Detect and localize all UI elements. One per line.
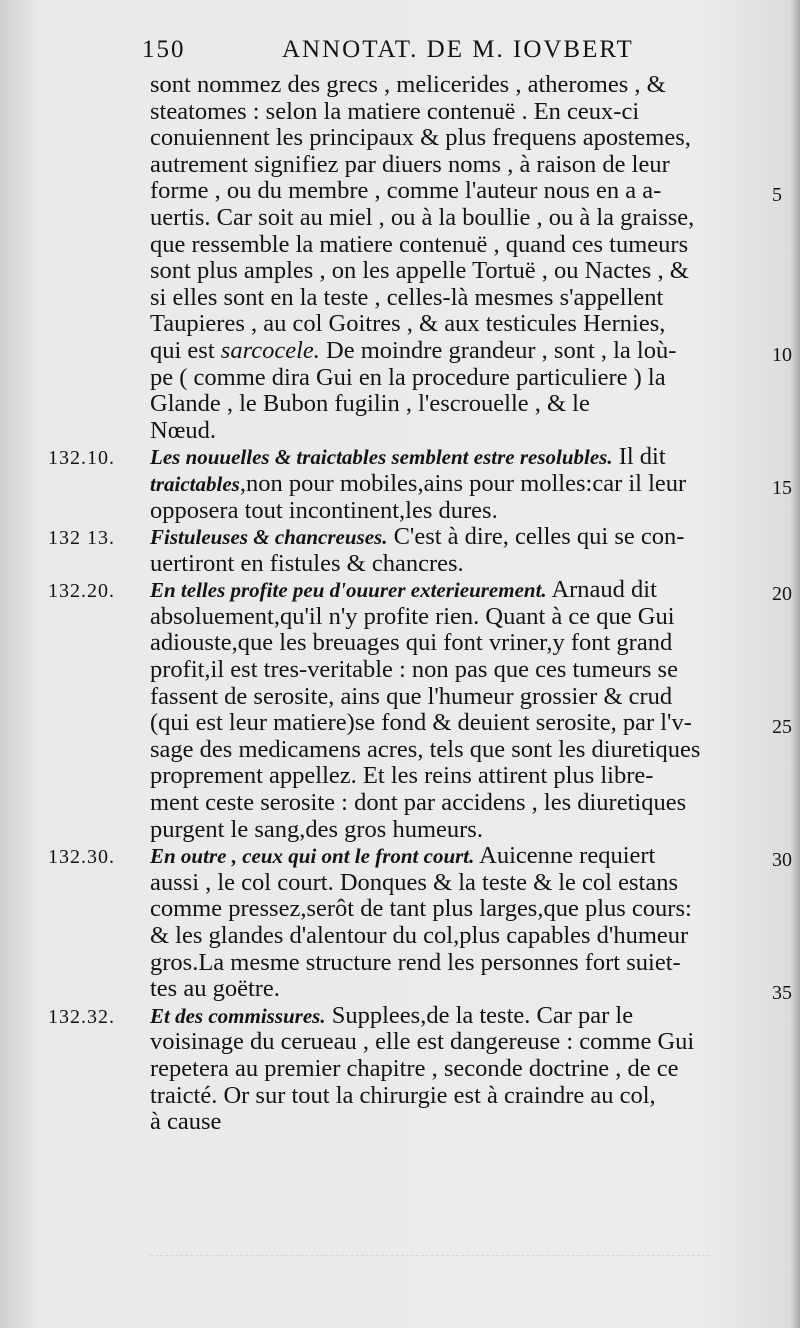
line-text: De moindre grandeur , sont , la loù- (319, 337, 677, 364)
text-line (150, 577, 770, 604)
text-line (150, 1003, 770, 1030)
text-line: proprement appellez. Et les reins attirent plus libre- (150, 763, 654, 790)
text-line: autrement signifiez par diuers noms , à raison de leur (150, 151, 670, 178)
margin-reference: 132.32. (48, 1006, 115, 1028)
text-line: fassent de serosite, ains que l'humeur grossier & crud (150, 683, 673, 710)
line-number: 30 (772, 849, 792, 872)
text-line: que ressemble la matiere contenuë , quand ces tumeurs (150, 231, 689, 258)
bleed-through-line (150, 1255, 710, 1276)
text-line: purgent le sang,des gros humeurs. (150, 816, 483, 843)
text-line: gros.La mesme structure rend les personnes fort suiet- (150, 949, 681, 976)
text-line: Glande , le Bubon fugilin , l'escrouelle , & le (150, 391, 590, 418)
text-line: conuiennent les principaux & plus frequens apostemes, (150, 125, 691, 152)
text-line (150, 471, 770, 498)
text-line (150, 524, 770, 551)
line-number: 15 (772, 477, 792, 499)
text-line: tes au goëtre. (150, 976, 280, 1003)
lemma: Fistuleuses & chancreuses. (150, 525, 388, 550)
lemma: En outre , ceux qui ont le front court. (150, 844, 475, 869)
text-line: sont plus amples , on les appelle Tortuë , ou Nactes , & (150, 258, 689, 285)
text-line (150, 338, 770, 365)
text-line: steatomes : selon la matiere contenuë . En ceux-ci (150, 98, 640, 125)
line-number: 20 (772, 583, 792, 606)
text-line: si elles sont en la teste , celles-là mesmes s'appellent (150, 284, 664, 311)
text-line: à cause (150, 1109, 222, 1136)
text-line: repetera au premier chapitre , seconde doctrine , de ce (150, 1055, 679, 1082)
text-line: Taupieres , au col Goitres , & aux testicules Hernies, (150, 311, 666, 338)
text-line: uertiront en fistules & chancres. (150, 550, 464, 577)
text-line: traicté. Or sur tout la chirurgie est à craindre au col, (150, 1082, 656, 1109)
text-line: voisinage du cerueau , elle est dangereuse : comme Gui (150, 1029, 695, 1056)
text-line: (qui est leur matiere)se fond & deuient serosite, par l'v- (150, 710, 692, 737)
margin-reference: 132.30. (48, 846, 115, 869)
lemma: En telles profite peu d'ouurer exterieurement. (150, 578, 547, 603)
line-text: Supplees,de la teste. Car par le (325, 1002, 634, 1029)
italic-term: sarcocele. (220, 337, 320, 364)
margin-reference: 132.10. (48, 447, 115, 470)
text-line: Nœud. (150, 417, 217, 444)
line-text: ,non pour mobiles,ains pour molles:car il leur (239, 470, 687, 497)
line-text: Il dit (612, 444, 666, 471)
margin-reference: 132 13. (48, 527, 115, 550)
line-text: Arnaud dit (546, 577, 657, 604)
text-line: ment ceste serosite : dont par accidens , les diuretiques (150, 790, 687, 817)
line-number: 5 (772, 184, 782, 207)
line-number: 10 (772, 344, 792, 366)
running-head: ANNOTAT. DE M. IOVBERT (282, 36, 634, 63)
folio-number: 150 (142, 36, 186, 63)
text-line (150, 444, 770, 471)
line-text: qui est (150, 337, 221, 364)
text-body (150, 72, 770, 1136)
text-line: sont nommez des grecs , melicerides , atheromes , & (150, 72, 666, 98)
line-text: C'est à dire, celles qui se con- (387, 524, 685, 551)
text-line: & les glandes d'alentour du col,plus capables d'humeur (150, 923, 689, 949)
text-line: forme , ou du membre , comme l'auteur nous en a a- (150, 178, 662, 205)
text-line: adiouste,que les breuages qui font vriner,y font grand (150, 630, 673, 657)
lemma: Et des commissures. (150, 1003, 326, 1028)
text-line: profit,il est tres-veritable : non pas que ces tumeurs se (150, 657, 678, 684)
page-header (142, 36, 642, 76)
lemma: Les nouuelles & traictables semblent estre resolubles. (150, 445, 613, 470)
text-line: pe ( comme dira Gui en la procedure particuliere ) la (150, 364, 666, 391)
text-line: uertis. Car soit au miel , ou à la boullie , ou à la graisse, (150, 204, 695, 231)
margin-reference: 132.20. (48, 580, 115, 603)
line-number: 35 (772, 982, 792, 1005)
text-line: sage des medicamens acres, tels que sont les diuretiques (150, 736, 701, 763)
line-number: 25 (772, 716, 792, 739)
text-line: comme pressez,serôt de tant plus larges,que plus cours: (150, 896, 692, 923)
lemma: traictables (150, 471, 240, 496)
line-text: Auicenne requiert (474, 843, 656, 870)
text-line: aussi , le col court. Donques & la teste & le col estans (150, 869, 678, 896)
text-line: absoluement,qu'il n'y profite rien. Quant à ce que Gui (150, 603, 675, 630)
text-line: opposera tout incontinent,les dures. (150, 497, 498, 524)
text-line (150, 843, 770, 870)
